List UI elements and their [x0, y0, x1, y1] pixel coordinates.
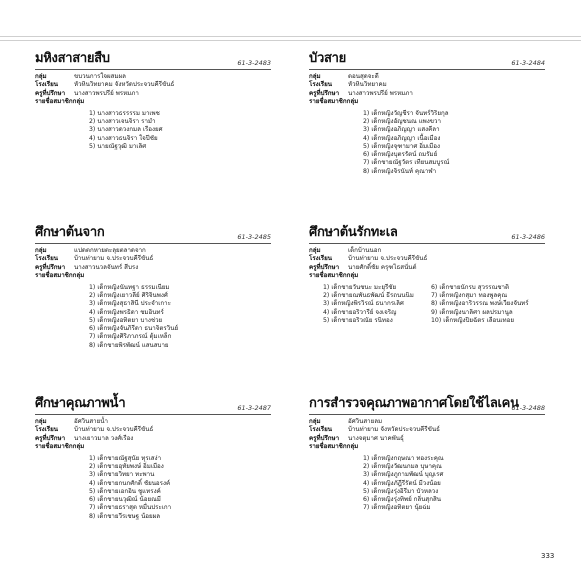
member-item: 6) เด็กหญิงจันภิรีดา ธนาจิตรวินย์ — [89, 325, 179, 333]
member-list — [363, 455, 545, 513]
project-title: ศึกษาต้นรักทะเล — [309, 225, 398, 240]
member-item: 3) เด็กหญิงสุธาสินี ประจำเกาะ — [89, 300, 171, 308]
member-item: 2) เด็กชายณพันธพัฒน์ ธีรถนนนิม — [323, 291, 414, 299]
school-label: โรงเรียน — [309, 255, 332, 263]
section-header — [309, 226, 545, 244]
project-section — [309, 397, 545, 513]
member-item: 7) เด็กหญิงอทิตยา นุ้ยฉ่ม — [363, 504, 431, 512]
group-label: กลุ่ม — [309, 418, 321, 425]
group-label: กลุ่ม — [309, 247, 321, 254]
school-label: โรงเรียน — [309, 426, 332, 434]
member-item: 1) เด็กหญิงวัญชีรา จันทร์วิริยกุล — [363, 109, 449, 117]
advisor-name: นางสาวพรปรีย์ พรหมภา — [74, 89, 139, 97]
member-item: 5) เด็กชายเอกอิน ชูแทรงค์ — [89, 487, 161, 495]
advisor-name: นายศักดิ์ชัย ครุฑไธสนั่นต์ — [348, 263, 417, 271]
member-item: 5) เด็กหญิงอทิตยา บางช่วย — [89, 316, 163, 324]
project-section — [35, 226, 271, 350]
member-list — [89, 455, 271, 521]
member-item: 8) เด็กหญิงอาริวรรณ พงษ์เวียงจันทร์ — [431, 300, 529, 308]
members-label: รายชื่อสมาชิกกลุ่ม — [309, 98, 359, 106]
school-name: บ้านท่ายาม จังหวัดประจวบคีรีขันธ์ — [348, 426, 440, 434]
member-item: 4) เด็กหญิงอภิญญา เนื้อเมือง — [363, 134, 441, 142]
project-code: 61-3-2484 — [511, 59, 545, 67]
school-label: โรงเรียน — [309, 81, 332, 89]
member-item: 6) เด็กหญิงบุตรรัตน์ ถมรัมย์ — [363, 151, 438, 159]
project-meta — [309, 418, 545, 452]
project-title: การสำรวจคุณภาพอากาศโดยใช้ไลเคน — [309, 396, 519, 411]
advisor-name: นางสาวพรปรีย์ พรหมภา — [348, 89, 413, 97]
members-label: รายชื่อสมาชิกกลุ่ม — [35, 98, 85, 106]
project-code: 61-3-2488 — [511, 404, 545, 412]
member-item: 5) เด็กหญิงรุ่งอิรีมา บัวหลวง — [363, 487, 439, 495]
advisor-label: ครูที่ปรึกษา — [309, 263, 340, 271]
member-item: 8) เด็กหญิงจิรนันท์ คุณาฬา — [363, 167, 437, 175]
section-header — [309, 397, 545, 415]
member-item: 6) เด็กหญิงรุ่งทิพย์ กลิ่นสุกสิน — [363, 496, 441, 504]
school-label: โรงเรียน — [35, 426, 58, 434]
member-item: 2) เด็กหญิงอัญชนณ แพงขวา — [363, 117, 441, 125]
member-item: 6) เด็กชายนักรบ สุวรรณชาติ — [431, 283, 510, 291]
project-code: 61-3-2486 — [511, 233, 545, 241]
advisor-label: ครูที่ปรึกษา — [35, 434, 66, 442]
school-name: หัวหินวิทยาคม — [348, 81, 387, 89]
member-item: 7) เด็กชายธราสุต หมื่นประเกา — [89, 504, 172, 512]
advisor-label: ครูที่ปรึกษา — [309, 434, 340, 442]
member-item: 10) เด็กหญิงปิยฉัตร เลือนเทอย — [431, 316, 514, 324]
top-rule — [0, 36, 581, 37]
member-item: 1) เด็กชายณัฐสุนัย ทุรเสง่า — [89, 454, 162, 462]
member-item: 8) เด็กชายวีรเชษฐ น้อยผล — [89, 512, 161, 520]
member-item: 7) เด็กหญิงกสุมา ทองพูลคุณ — [431, 291, 508, 299]
school-name: บ้านท่ายาม จ.ประจวบคีรีขันธ์ — [74, 426, 154, 434]
school-name: บ้านท่ายาม จ.ประจวบคีรีขันธ์ — [348, 255, 428, 263]
advisor-label: ครูที่ปรึกษา — [309, 89, 340, 97]
project-code: 61-3-2485 — [237, 233, 271, 241]
group-name: อัศวินสายน้ำ — [74, 418, 108, 425]
project-code: 61-3-2487 — [237, 404, 271, 412]
project-section — [309, 226, 545, 325]
member-item: 9) เด็กหญิงนาลิศา ผลปรมานูล — [431, 308, 513, 316]
members-label: รายชื่อสมาชิกกลุ่ม — [35, 272, 85, 280]
member-list — [89, 284, 271, 350]
group-name: แปดตกหายตะลุยตลาดจาก — [74, 247, 146, 254]
advisor-label: ครูที่ปรึกษา — [35, 263, 66, 271]
members-label: รายชื่อสมาชิกกลุ่ม — [309, 272, 359, 280]
advisor-name: นางเยาวมาล วงศ์เรือง — [74, 434, 134, 442]
member-item: 3) เด็กชายวิทยา ทะพาน — [89, 471, 155, 479]
group-name: เด็กบ้านนอก — [348, 247, 382, 254]
advisor-label: ครูที่ปรึกษา — [35, 89, 66, 97]
member-item: 3) นางสาวดวงกมล เรืองยศ — [89, 126, 163, 134]
member-item: 2) เด็กหญิงวัฒนกมล บุษาคุณ — [363, 462, 442, 470]
project-title: มหิงสาสายสืบ — [35, 51, 110, 66]
section-header — [35, 397, 271, 415]
top-rule — [0, 40, 581, 41]
group-label: กลุ่ม — [35, 73, 47, 80]
member-item: 3) เด็กหญิงอภิญญา แสงคีลา — [363, 126, 440, 134]
member-list — [323, 284, 545, 325]
member-item: 4) เด็กชายกนกศักดิ์ ชัยนอรงค์ — [89, 479, 171, 487]
group-label: กลุ่ม — [35, 247, 47, 254]
advisor-name: นางจตุมาศ นาคพันธุ์ — [348, 434, 404, 442]
section-header — [35, 52, 271, 70]
project-title: ศึกษาต้นจาก — [35, 225, 105, 240]
member-list — [363, 110, 545, 176]
school-name: บ้านท่ายาม จ.ประจวบคีรีขันธ์ — [74, 255, 154, 263]
project-meta — [35, 247, 271, 281]
member-item: 1) เด็กหญิงนันทฐา ธรรมเนียม — [89, 283, 170, 291]
member-item: 3) เด็กหญิงพิรวิรณ์ ธนากรเลิศ — [323, 300, 404, 308]
member-item: 6) เด็กชายนวุฒิณ์ น้อยณมี — [89, 496, 161, 504]
member-item: 8) เด็กชายพิรพัฒน์ แสนสบาย — [89, 341, 169, 349]
project-code: 61-3-2483 — [237, 59, 271, 67]
member-item: 2) นางสาวเจนจิรา รามำ — [89, 117, 156, 125]
member-item: 1) เด็กชายวันชนะ มะยุรีชัย — [323, 283, 397, 291]
member-item: 5) เด็กหญิงจุฑามาศ อิ่มเมือง — [363, 142, 440, 150]
members-label: รายชื่อสมาชิกกลุ่ม — [309, 443, 359, 451]
group-name: ขบวนการใจผสมผล — [74, 73, 126, 80]
project-title: บัวสาย — [309, 51, 346, 66]
group-name: ดอนสุดจะดี — [348, 73, 379, 80]
member-item: 1) นางสาวธรรรรม มาเพช — [89, 109, 160, 117]
school-label: โรงเรียน — [35, 81, 58, 89]
page-number: 333 — [541, 552, 555, 560]
group-label: กลุ่ม — [309, 73, 321, 80]
project-meta — [309, 73, 545, 107]
member-item: 4) เด็กชายอริวารีย์ จงเจริญ — [323, 308, 397, 316]
advisor-name: นางสาวนวลจันทร์ สีบรง — [74, 263, 139, 271]
project-section — [35, 52, 271, 151]
member-item: 7) เด็กชายณัฐวัตร เทียนสมบูรณ์ — [363, 159, 450, 167]
member-item: 4) นางสาวธนจิรา ใจปีชัย — [89, 134, 158, 142]
group-name: อัศวินสายลม — [348, 418, 383, 425]
project-section — [309, 52, 545, 176]
member-item: 3) เด็กหญิงภูกามพัฒน์ บุญเรศ — [363, 471, 444, 479]
member-item: 5) นายณัฐวุฒิ มาเลิศ — [89, 142, 147, 150]
member-item: 1) เด็กหญิงกฤษณา ทองระคุณ — [363, 454, 444, 462]
member-item: 4) เด็กหญิงภัฎีรีรัตน์ มีวงน้อย — [363, 479, 441, 487]
project-meta — [309, 247, 545, 281]
school-label: โรงเรียน — [35, 255, 58, 263]
member-list — [89, 110, 271, 151]
member-item: 4) เด็กหญิงพรธิดา ชมอินทร์ — [89, 308, 164, 316]
project-meta — [35, 73, 271, 107]
members-label: รายชื่อสมาชิกกลุ่ม — [35, 443, 85, 451]
project-section — [35, 397, 271, 521]
member-item: 7) เด็กหญิงศิริภาภรณ์ ตุ้มเหล็ก — [89, 333, 172, 341]
member-item: 2) เด็กชายอุทัยพงษ์ อิ่มเมือง — [89, 462, 164, 470]
section-header — [35, 226, 271, 244]
member-item: 2) เด็กหญิงเยาวลีย์ ศิริจินพงศ์ — [89, 291, 168, 299]
group-label: กลุ่ม — [35, 418, 47, 425]
member-item: 5) เด็กชายอริวณัย รนิทอง — [323, 316, 393, 324]
project-meta — [35, 418, 271, 452]
project-title: ศึกษาคุณภาพน้ำ — [35, 396, 126, 411]
section-header — [309, 52, 545, 70]
school-name: หัวหินวิทยาคม จังหวัดประจวบคีรีขันธ์ — [74, 81, 175, 89]
